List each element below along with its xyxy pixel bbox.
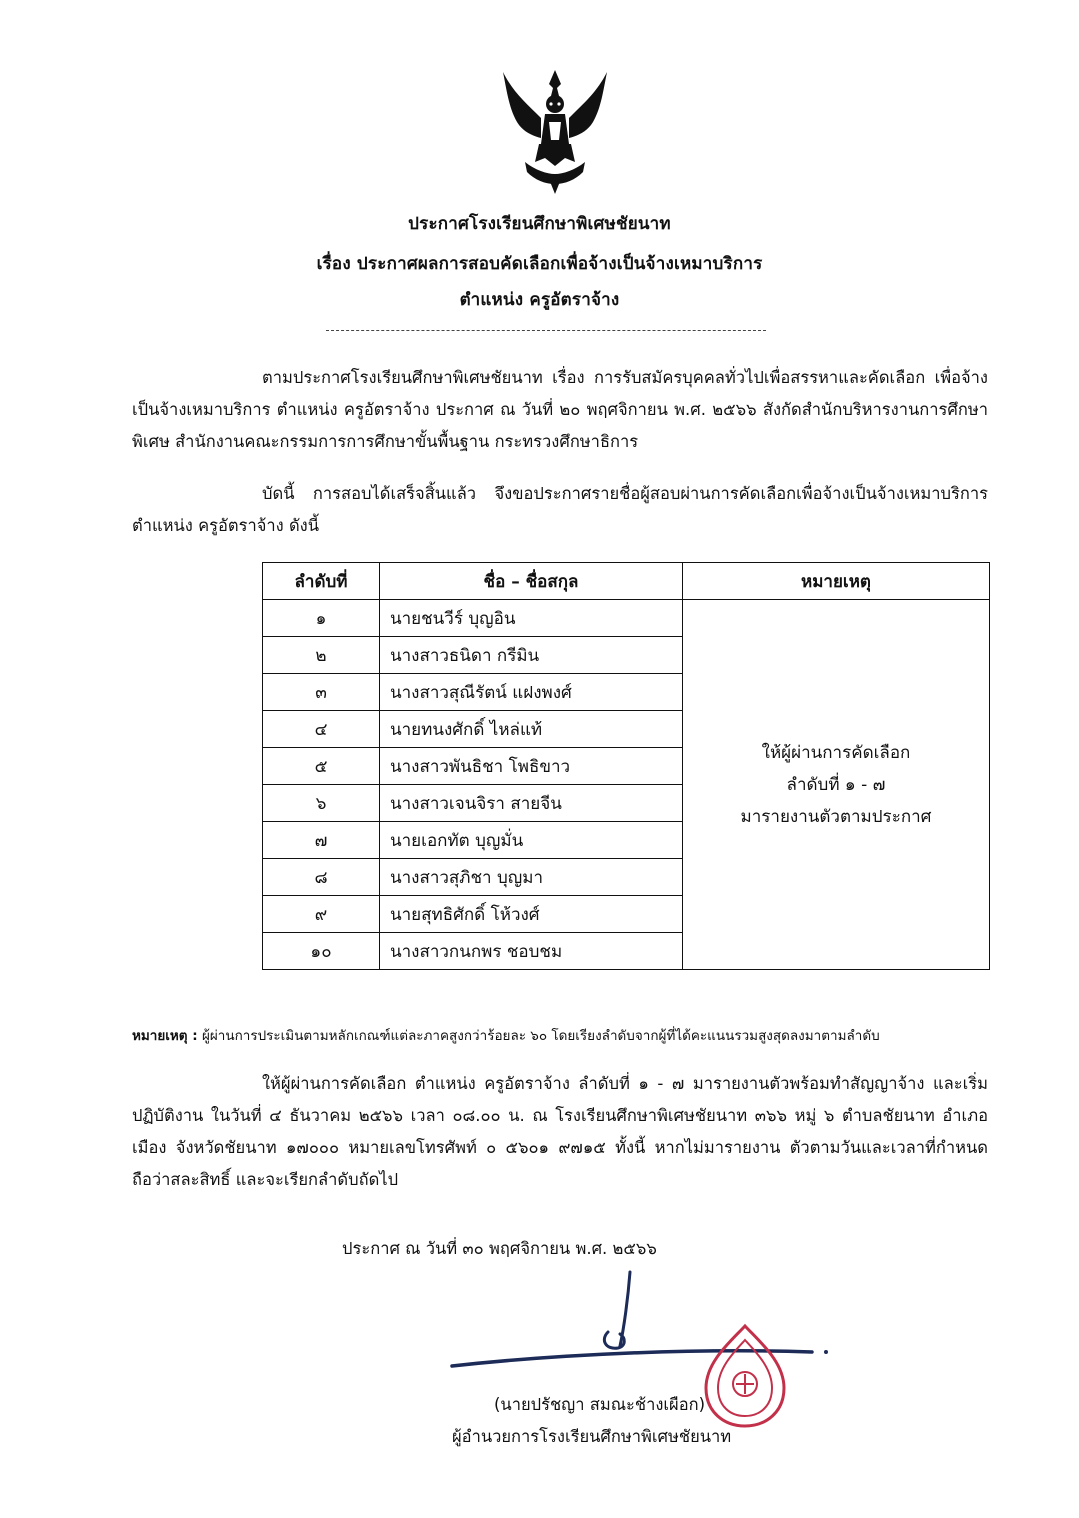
header-subject: เรื่อง ประกาศผลการสอบคัดเลือกเพื่อจ้างเป็นจ้างเหมาบริการ [316, 254, 763, 274]
row-number: ๒ [263, 637, 380, 674]
intro-paragraph-1-text: ตามประกาศโรงเรียนศึกษาพิเศษชัยนาท เรื่อง การรับสมัครบุคคลทั่วไปเพื่อสรรหาและคัดเลือก เพื่อจ้างเป็นจ้างเหมาบริการ ตำแหน่ง ครูอัตราจ้าง ประกาศ ณ วันที่ ๒๐ พฤศจิกายน พ.ศ. ๒๕๖๖ สังกัดสำนักบริหารงานการศึกษาพิเศษ สำนักงานคณะกรรมการการศึกษาขั้นพื้นฐาน กระทรวงศึกษาธิการ [132, 368, 988, 451]
signer-position: ผู้อำนวยการโรงเรียนศึกษาพิเศษชัยนาท [452, 1427, 732, 1446]
header-title: ประกาศโรงเรียนศึกษาพิเศษชัยนาท [408, 214, 671, 234]
remark-line: ลำดับที่ ๑ - ๗ [786, 774, 886, 795]
row-number: ๑ [263, 600, 380, 637]
row-number: ๔ [263, 711, 380, 748]
school-seal-icon [700, 1322, 790, 1430]
row-name: นายสุทธิศักดิ์ โห้วงศ์ [380, 896, 683, 933]
row-number: ๗ [263, 822, 380, 859]
row-name: นางสาวกนกพร ชอบชม [380, 933, 683, 970]
row-name: นางสาวสุณีรัตน์ แฝงพงศ์ [380, 674, 683, 711]
col-header-order: ลำดับที่ [263, 563, 380, 600]
row-number: ๖ [263, 785, 380, 822]
row-name: นางสาวธนิดา กรีมิน [380, 637, 683, 674]
garuda-emblem-icon [495, 62, 615, 202]
row-name: นายชนวีร์ บุญอิน [380, 600, 683, 637]
col-header-remark: หมายเหตุ [683, 563, 990, 600]
remark-line: มารายงานตัวตามประกาศ [740, 806, 932, 827]
intro-paragraph-2-text: บัดนี้ การสอบได้เสร็จสิ้นแล้ว จึงขอประกาศรายชื่อผู้สอบผ่านการคัดเลือกเพื่อจ้างเป็นจ้างเหมาบริการ ตำแหน่ง ครูอัตราจ้าง ดังนี้ [132, 484, 988, 535]
row-name: นายทนงศักดิ์ ไหล่แท้ [380, 711, 683, 748]
row-number: ๓ [263, 674, 380, 711]
table-row [263, 600, 990, 637]
footnote-text: ผู้ผ่านการประเมินตามหลักเกณฑ์แต่ละภาคสูงกว่าร้อยละ ๖๐ โดยเรียงลำดับจากผู้ที่ได้คะแนนรวมสูงสุดลงมาตามลำดับ [201, 1028, 880, 1044]
row-number: ๘ [263, 859, 380, 896]
table-header-row [263, 563, 990, 600]
row-name: นายเอกทัต บุญมั่น [380, 822, 683, 859]
footnote [132, 1024, 992, 1046]
remark-line: ให้ผู้ผ่านการคัดเลือก [761, 742, 911, 763]
row-number: ๕ [263, 748, 380, 785]
row-name: นางสาวเจนจิรา สายจีน [380, 785, 683, 822]
intro-paragraph-2 [132, 478, 988, 542]
header-position: ตำแหน่ง ครูอัตราจ้าง [459, 290, 620, 310]
intro-paragraph-1 [132, 362, 988, 458]
signer-name: (นายปรัชญา สมณะช้างเผือก) [494, 1395, 706, 1414]
footnote-label: หมายเหตุ : [132, 1028, 198, 1044]
closing-paragraph [132, 1068, 988, 1196]
closing-paragraph-text: ให้ผู้ผ่านการคัดเลือก ตำแหน่ง ครูอัตราจ้าง ลำดับที่ ๑ - ๗ มารายงานตัวพร้อมทำสัญญาจ้าง และเริ่มปฏิบัติงาน ในวันที่ ๔ ธันวาคม ๒๕๖๖ เวลา ๐๘.๐๐ น. ณ โรงเรียนศึกษาพิเศษชัยนาท ๓๖๖ หมู่ ๖ ตำบลชัยนาท อำเภอเมือง จังหวัดชัยนาท ๑๗๐๐๐ หมายเลขโทรศัพท์ ๐ ๕๖๐๑ ๙๗๑๕ ทั้งนี้ หากไม่มารายงาน ตัวตามวันและเวลาที่กำหนด ถือว่าสละสิทธิ์ และจะเรียกลำดับถัดไป [132, 1074, 988, 1189]
results-table [262, 562, 990, 970]
row-name: นางสาวสุภิชา บุญมา [380, 859, 683, 896]
row-name: นางสาวพันธิชา โพธิขาว [380, 748, 683, 785]
dashed-divider [326, 330, 766, 331]
col-header-name: ชื่อ – ชื่อสกุล [380, 563, 683, 600]
announcement-date: ประกาศ ณ วันที่ ๓๐ พฤศจิกายน พ.ศ. ๒๕๖๖ [342, 1239, 657, 1258]
remark-cell [683, 600, 990, 970]
row-number: ๑๐ [263, 933, 380, 970]
row-number: ๙ [263, 896, 380, 933]
